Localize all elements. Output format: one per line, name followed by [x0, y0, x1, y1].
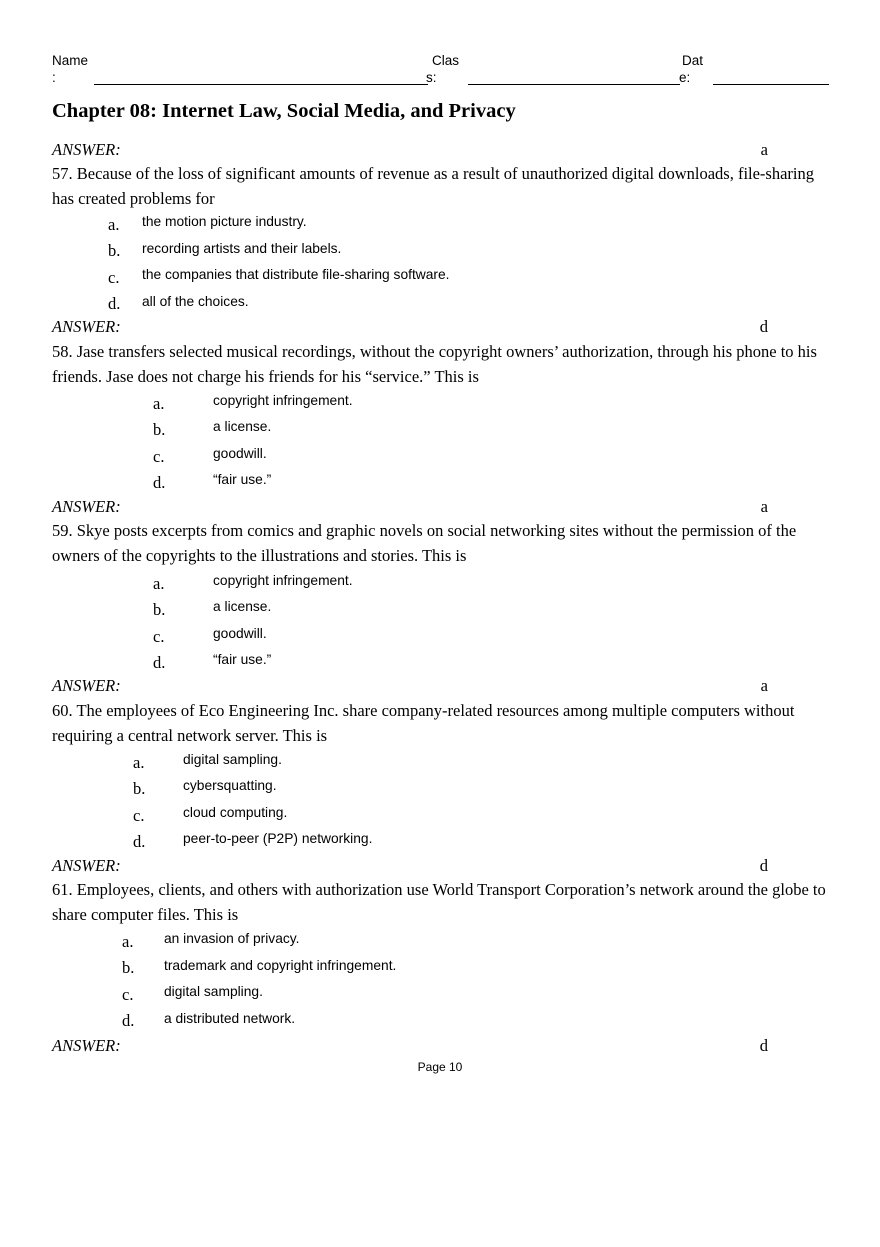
- date-line: [713, 84, 829, 85]
- option-text: cybersquatting.: [183, 778, 277, 793]
- option-letter: a.: [153, 394, 165, 413]
- option-letter: d.: [153, 473, 166, 492]
- option-text: goodwill.: [213, 626, 267, 641]
- option-text: goodwill.: [213, 446, 267, 461]
- option-text: digital sampling.: [164, 984, 263, 999]
- option-text: copyright infringement.: [213, 573, 353, 588]
- date-label: Dat: [682, 53, 704, 68]
- class-label: Clas: [432, 53, 460, 68]
- date-label-suffix: e:: [679, 70, 691, 85]
- class-line: [468, 84, 680, 85]
- answer-row-59: [52, 675, 768, 697]
- option-text: recording artists and their labels.: [142, 241, 342, 256]
- name-line: [94, 84, 428, 85]
- option-letter: d.: [153, 653, 166, 672]
- option-letter: a.: [122, 932, 134, 951]
- option-text: all of the choices.: [142, 294, 249, 309]
- option-text: a license.: [213, 599, 272, 614]
- option-text: “fair use.”: [213, 472, 272, 487]
- option-text: digital sampling.: [183, 752, 282, 767]
- answer-value: d: [759, 317, 768, 336]
- answer-value: a: [760, 140, 768, 159]
- question-61: 61. Employees, clients, and others with authorization use World Transport Corporation’s network around the globe to share computer files. This is: [52, 880, 826, 924]
- option-letter: b.: [133, 779, 146, 798]
- option-letter: d.: [133, 832, 146, 851]
- option-letter: a.: [153, 574, 165, 593]
- option-text: cloud computing.: [183, 805, 288, 820]
- option-letter: b.: [153, 420, 166, 439]
- option-text: “fair use.”: [213, 652, 272, 667]
- answer-label: ANSWER:: [52, 497, 121, 516]
- name-label: Name: [52, 53, 89, 68]
- answer-value: a: [760, 676, 768, 695]
- answer-row-60: [52, 855, 768, 877]
- answer-row-58: [52, 496, 768, 518]
- answer-label: ANSWER:: [52, 1036, 121, 1055]
- option-text: the companies that distribute file-sharing software.: [142, 267, 450, 282]
- option-letter: c.: [153, 447, 165, 466]
- class-label-suffix: s:: [426, 70, 437, 85]
- option-text: an invasion of privacy.: [164, 931, 300, 946]
- option-letter: a.: [133, 753, 145, 772]
- question-58: 58. Jase transfers selected musical recordings, without the copyright owners’ authorization, through his phone to his friends. Jase does not charge his friends for his “service.” This is: [52, 342, 817, 386]
- option-text: the motion picture industry.: [142, 214, 307, 229]
- answer-value: a: [760, 497, 768, 516]
- option-letter: b.: [122, 958, 135, 977]
- name-label-colon: :: [52, 70, 56, 85]
- option-letter: c.: [133, 806, 145, 825]
- answer-label: ANSWER:: [52, 676, 121, 695]
- option-letter: d.: [122, 1011, 135, 1030]
- answer-row-57: [52, 316, 768, 338]
- option-text: peer-to-peer (P2P) networking.: [183, 831, 373, 846]
- question-57: 57. Because of the loss of significant amounts of revenue as a result of unauthorized digital downloads, file-sharing has created problems for: [52, 164, 815, 208]
- page-number: Page 10: [417, 1060, 463, 1074]
- option-text: copyright infringement.: [213, 393, 353, 408]
- answer-row-previous: [52, 139, 768, 161]
- option-text: a license.: [213, 419, 272, 434]
- option-letter: d.: [108, 294, 121, 313]
- option-letter: b.: [153, 600, 166, 619]
- question-60: 60. The employees of Eco Engineering Inc. share company-related resources among multiple computers without requiring a central network server. This is: [52, 701, 795, 745]
- option-text: a distributed network.: [164, 1011, 296, 1026]
- page-title: Chapter 08: Internet Law, Social Media, and Privacy: [52, 100, 516, 122]
- option-letter: c.: [153, 627, 165, 646]
- option-letter: b.: [108, 241, 121, 260]
- question-59: 59. Skye posts excerpts from comics and graphic novels on social networking sites without the permission of the owners of the copyrights to the illustrations and stories. This is: [52, 521, 797, 565]
- option-text: trademark and copyright infringement.: [164, 958, 397, 973]
- answer-label: ANSWER:: [52, 317, 121, 336]
- answer-label: ANSWER:: [52, 140, 121, 159]
- option-letter: c.: [108, 268, 120, 287]
- option-letter: a.: [108, 215, 120, 234]
- answer-label: ANSWER:: [52, 856, 121, 875]
- answer-value: d: [759, 1036, 768, 1055]
- option-letter: c.: [122, 985, 134, 1004]
- answer-value: d: [759, 856, 768, 875]
- answer-row-61: [52, 1035, 768, 1057]
